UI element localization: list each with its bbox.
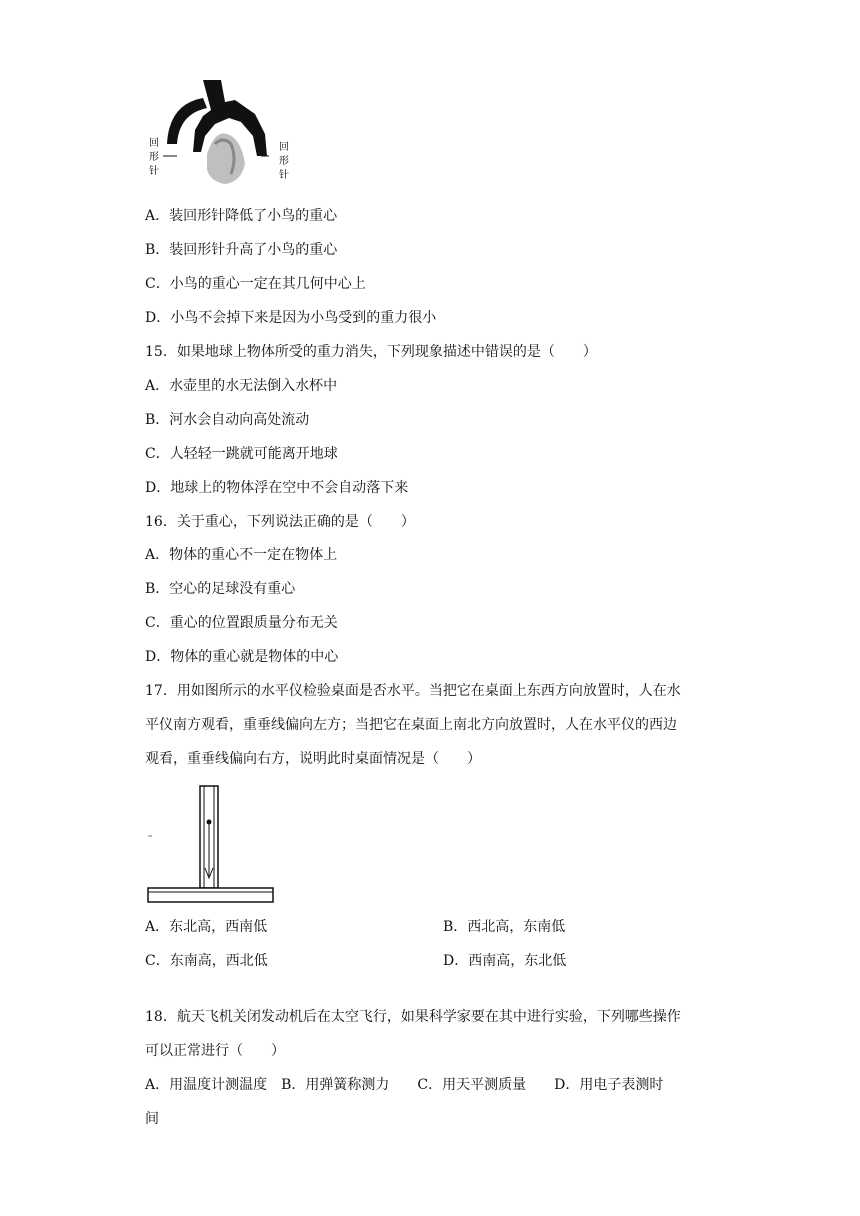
- q15-option-c: C．人轻轻一跳就可能离开地球: [145, 446, 338, 462]
- paperclip-label-left-3: 针: [149, 166, 159, 177]
- q17-option-b: B．西北高，东南低: [443, 919, 566, 935]
- paperclip-label-right-1: 回: [279, 142, 289, 153]
- q14-option-b: B．装回形针升高了小鸟的重心: [145, 242, 338, 258]
- q15-stem: 15．如果地球上物体所受的重力消失，下列现象描述中错误的是（ ）: [145, 344, 597, 360]
- q17-stem-line-1: 17．用如图所示的水平仪检验桌面是否水平。当把它在桌面上东西方向放置时，人在水: [145, 683, 681, 699]
- paperclip-label-right-3: 针: [279, 170, 289, 181]
- level-base: [148, 888, 273, 902]
- q18-stem-line-2: 可以正常进行（ ）: [145, 1043, 285, 1059]
- q16-option-a: A．物体的重心不一定在物体上: [145, 547, 338, 563]
- q17-option-d: D．西南高，东北低: [443, 953, 567, 969]
- q14-option-c: C．小鸟的重心一定在其几何中心上: [145, 276, 366, 292]
- q17-option-c: C．东南高，西北低: [145, 953, 268, 969]
- q18-stem-line-1: 18．航天飞机关闭发动机后在太空飞行，如果科学家要在其中进行实验，下列哪些操作: [145, 1009, 681, 1025]
- q15-option-a: A．水壶里的水无法倒入水杯中: [145, 378, 338, 394]
- level-instrument-figure: [142, 784, 282, 906]
- q15-option-d: D．地球上的物体浮在空中不会自动落下来: [145, 480, 409, 496]
- balancing-bird-figure: [145, 74, 295, 186]
- q15-option-b: B．河水会自动向高处流动: [145, 412, 310, 428]
- paperclip-label-right-2: 形: [279, 156, 289, 167]
- q17-stem-line-3: 观看，重垂线偏向右方，说明此时桌面情况是（ ）: [145, 751, 481, 767]
- q16-option-b: B．空心的足球没有重心: [145, 581, 296, 597]
- paperclip-label-left-2: 形: [149, 152, 159, 163]
- q16-stem: 16．关于重心，下列说法正确的是（ ）: [145, 514, 415, 530]
- q14-option-d: D．小鸟不会掉下来是因为小鸟受到的重力很小: [145, 310, 437, 326]
- q16-option-d: D．物体的重心就是物体的中心: [145, 649, 339, 665]
- q17-option-a: A．东北高，西南低: [145, 919, 268, 935]
- q17-stem-line-2: 平仪南方观看，重垂线偏向左方；当把它在桌面上南北方向放置时，人在水平仪的西边: [145, 717, 677, 733]
- q14-option-a: A．装回形针降低了小鸟的重心: [145, 208, 338, 224]
- q18-options-wrap: 间: [145, 1111, 159, 1127]
- q16-option-c: C．重心的位置跟质量分布无关: [145, 615, 338, 631]
- q18-options: A．用温度计测温度 B．用弹簧称测力 C．用天平测质量 D．用电子表测时: [145, 1077, 664, 1093]
- paperclip-label-left-1: 回: [149, 138, 159, 149]
